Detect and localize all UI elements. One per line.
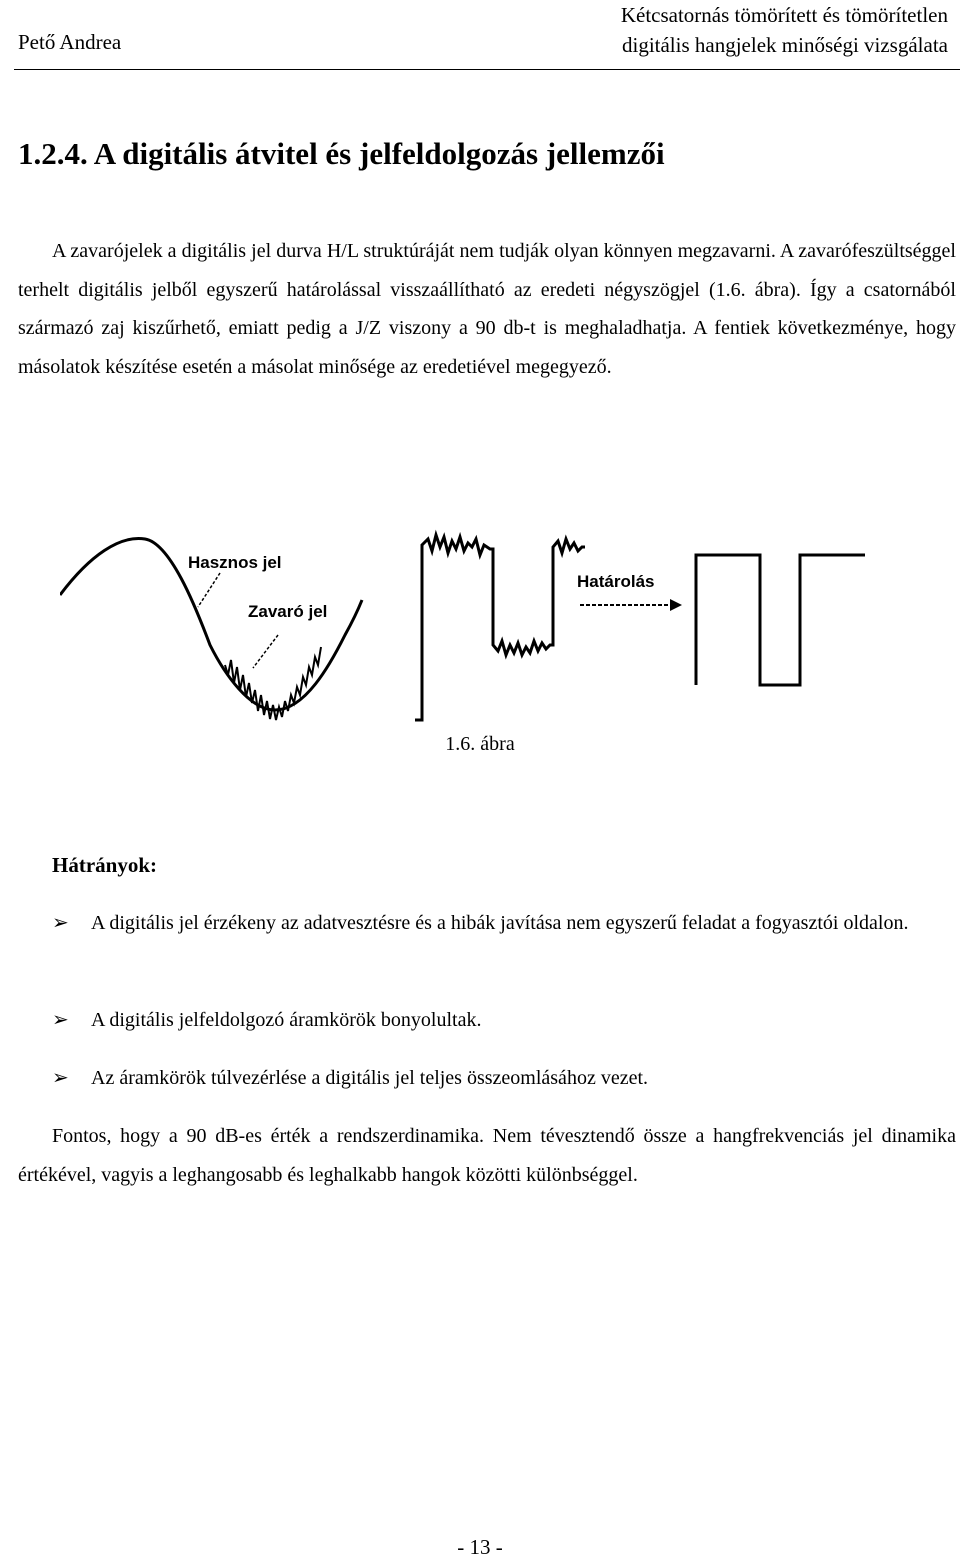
paragraph-dynamics: Fontos, hogy a 90 dB-es érték a rendszerdinamika. Nem tévesztendő össze a hangfrekvenciás jel dinamika értékével, vagyis a leghangosabb és leghalkabb hangok közötti különbséggel.	[18, 1125, 956, 1186]
label-limiting: Határolás	[577, 572, 655, 591]
clean-square-wave	[696, 555, 865, 685]
header-title-line2: digitális hangjelek minőségi vizsgálata	[621, 33, 948, 57]
bullet-text-1: A digitális jel érzékeny az adatvesztésre és a hibák javítása nem egyszerű feladat a fogyasztói oldalon.	[91, 912, 909, 934]
header-title-line1: Kétcsatornás tömörített és tömörítetlen	[620, 3, 948, 27]
label-noise: Zavaró jel	[248, 602, 328, 621]
noisy-square-wave	[415, 535, 585, 720]
paragraph-intro: A zavarójelek a digitális jel durva H/L struktúráját nem tudják olyan könnyen megzavarni. A zavarófeszültséggel terhelt digitális jelből egyszerű határolással visszaállítható az eredeti négyszögjel (1.6. ábra). Így a csatornából származó zaj kiszűrhető, emiatt pedig a J/Z viszony a 90 db-t is meghaladhatja. A fentiek következménye, hogy másolatok készítése esetén a másolat minősége az eredetiével megegyező.	[18, 240, 956, 378]
arrow-bullet-icon: ➢	[52, 912, 69, 934]
figure-caption: 1.6. ábra	[445, 733, 515, 755]
figure-signals	[60, 525, 870, 725]
header-title	[621, 0, 948, 60]
bullet-text-3: Az áramkörök túlvezérlése a digitális jel teljes összeomlásához vezet.	[91, 1067, 649, 1089]
section-title: 1.2.4. A digitális átvitel és jelfeldolgozás jellemzői	[18, 136, 665, 171]
bullet-item-2	[52, 1001, 956, 1040]
page-number: - 13 -	[457, 1535, 503, 1559]
bullet-text-2: A digitális jelfeldolgozó áramkörök bonyolultak.	[91, 1009, 482, 1031]
pointer-useful	[198, 573, 220, 607]
pointer-noise	[253, 635, 278, 668]
arrow-bullet-icon: ➢	[52, 1067, 69, 1089]
limiting-arrowhead	[670, 599, 682, 611]
bullet-item-1	[52, 904, 956, 943]
label-useful: Hasznos jel	[188, 553, 282, 572]
arrow-bullet-icon: ➢	[52, 1009, 69, 1031]
bullet-item-3	[52, 1059, 956, 1098]
noise-overlay	[225, 647, 321, 720]
header-author: Pető Andrea	[18, 30, 122, 54]
subheading-disadvantages: Hátrányok:	[52, 853, 157, 877]
header-rule	[14, 69, 960, 70]
